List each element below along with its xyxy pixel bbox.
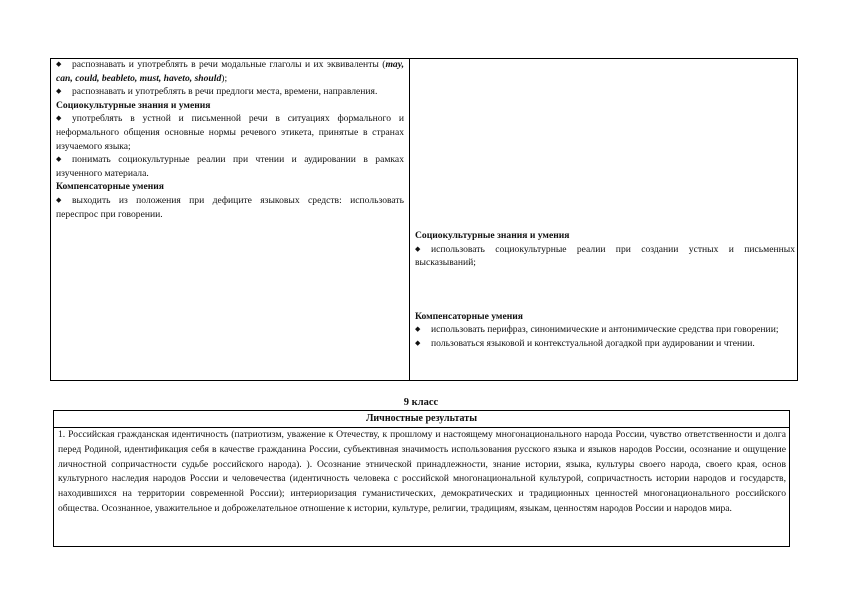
personal-results-text: 1. Российская гражданская идентичность (патриотизм, уважение к Отечеству, к прошлому и настоящему многонационального народа России, чувство ответственности и долга перед Родиной, идентификация себя в качестве гражданина России, субъективная значимость использования русского языка и языков народов России, осознание и ощущение личностной сопричастности судьбе российского народа). ). Осознание этнической принадлежности, знание истории, языка, культуры своего народа, своего края, основ культурного наследия народов России и человечества (идентичность человека с российской многонациональной культурой, сопричастность истории народов и государств, находившихся на территории современной России); интериоризация гуманистических, демократических и традиционных ценностей многонационального российского общества. Осознанное, уважительное и доброжелательное отношение к истории, культуре, религии, традициям, языкам, ценностям народов России и народов мира. (58, 429, 786, 514)
socio-heading: Социокультурные знания и умения (415, 230, 570, 241)
bullet-icon: ◆ (56, 195, 62, 204)
personal-results-header: Личностные результаты (365, 413, 478, 424)
modal-verbs-end: ); (221, 72, 228, 84)
compensatory-item-text: выходить из положения при дефиците языковых средств: использовать переспрос при говорении. (56, 194, 404, 220)
socio-item-text: использовать социокультурные реалии при создании устных и письменных высказываний; (415, 243, 795, 269)
bullet-icon: ◆ (415, 325, 421, 334)
socio-item (415, 243, 795, 270)
compensatory-heading: Компенсаторные умения (415, 310, 523, 322)
compensatory-item (415, 337, 795, 351)
bullet-icon: ◆ (415, 244, 421, 253)
prepositions-text: распознавать и употреблять в речи предлоги места, времени, направления. (72, 86, 378, 98)
modal-verbs-item (56, 58, 404, 85)
compensatory-item (415, 323, 795, 337)
compensatory-item (56, 194, 404, 221)
bullet-icon: ◆ (415, 338, 421, 347)
compensatory-heading: Компенсаторные умения (56, 181, 164, 193)
right-cell (415, 229, 795, 351)
modal-verbs-text: распознавать и употреблять в речи модальные глаголы и их эквиваленты ( (72, 59, 386, 70)
bullet-icon: ◆ (56, 60, 62, 68)
compensatory-item-text: пользоваться языковой и контекстуальной догадкой при аудировании и чтении. (431, 337, 755, 349)
bullet-icon: ◆ (56, 114, 62, 123)
column-divider (409, 58, 410, 381)
socio-heading: Социокультурные знания и умения (56, 99, 211, 111)
socio-item (56, 112, 404, 153)
prepositions-item (56, 85, 404, 99)
modal-verbs-examples: may, can, could, beableto, must, haveto, should (56, 59, 404, 84)
bullet-icon: ◆ (56, 155, 62, 164)
bullet-icon: ◆ (56, 87, 62, 96)
grade-title: 9 класс (403, 397, 439, 408)
compensatory-item-text: использовать перифраз, синонимические и антонимические средства при говорении; (431, 324, 779, 336)
socio-item (56, 153, 404, 180)
socio-item-text: употреблять в устной и письменной речи в ситуациях формального и неформального общения основные нормы речевого этикета, принятые в странах изучаемого языка; (56, 113, 404, 152)
left-cell (56, 58, 404, 221)
socio-item-text: понимать социокультурные реалии при чтении и аудировании в рамках изученного материала. (56, 154, 404, 179)
